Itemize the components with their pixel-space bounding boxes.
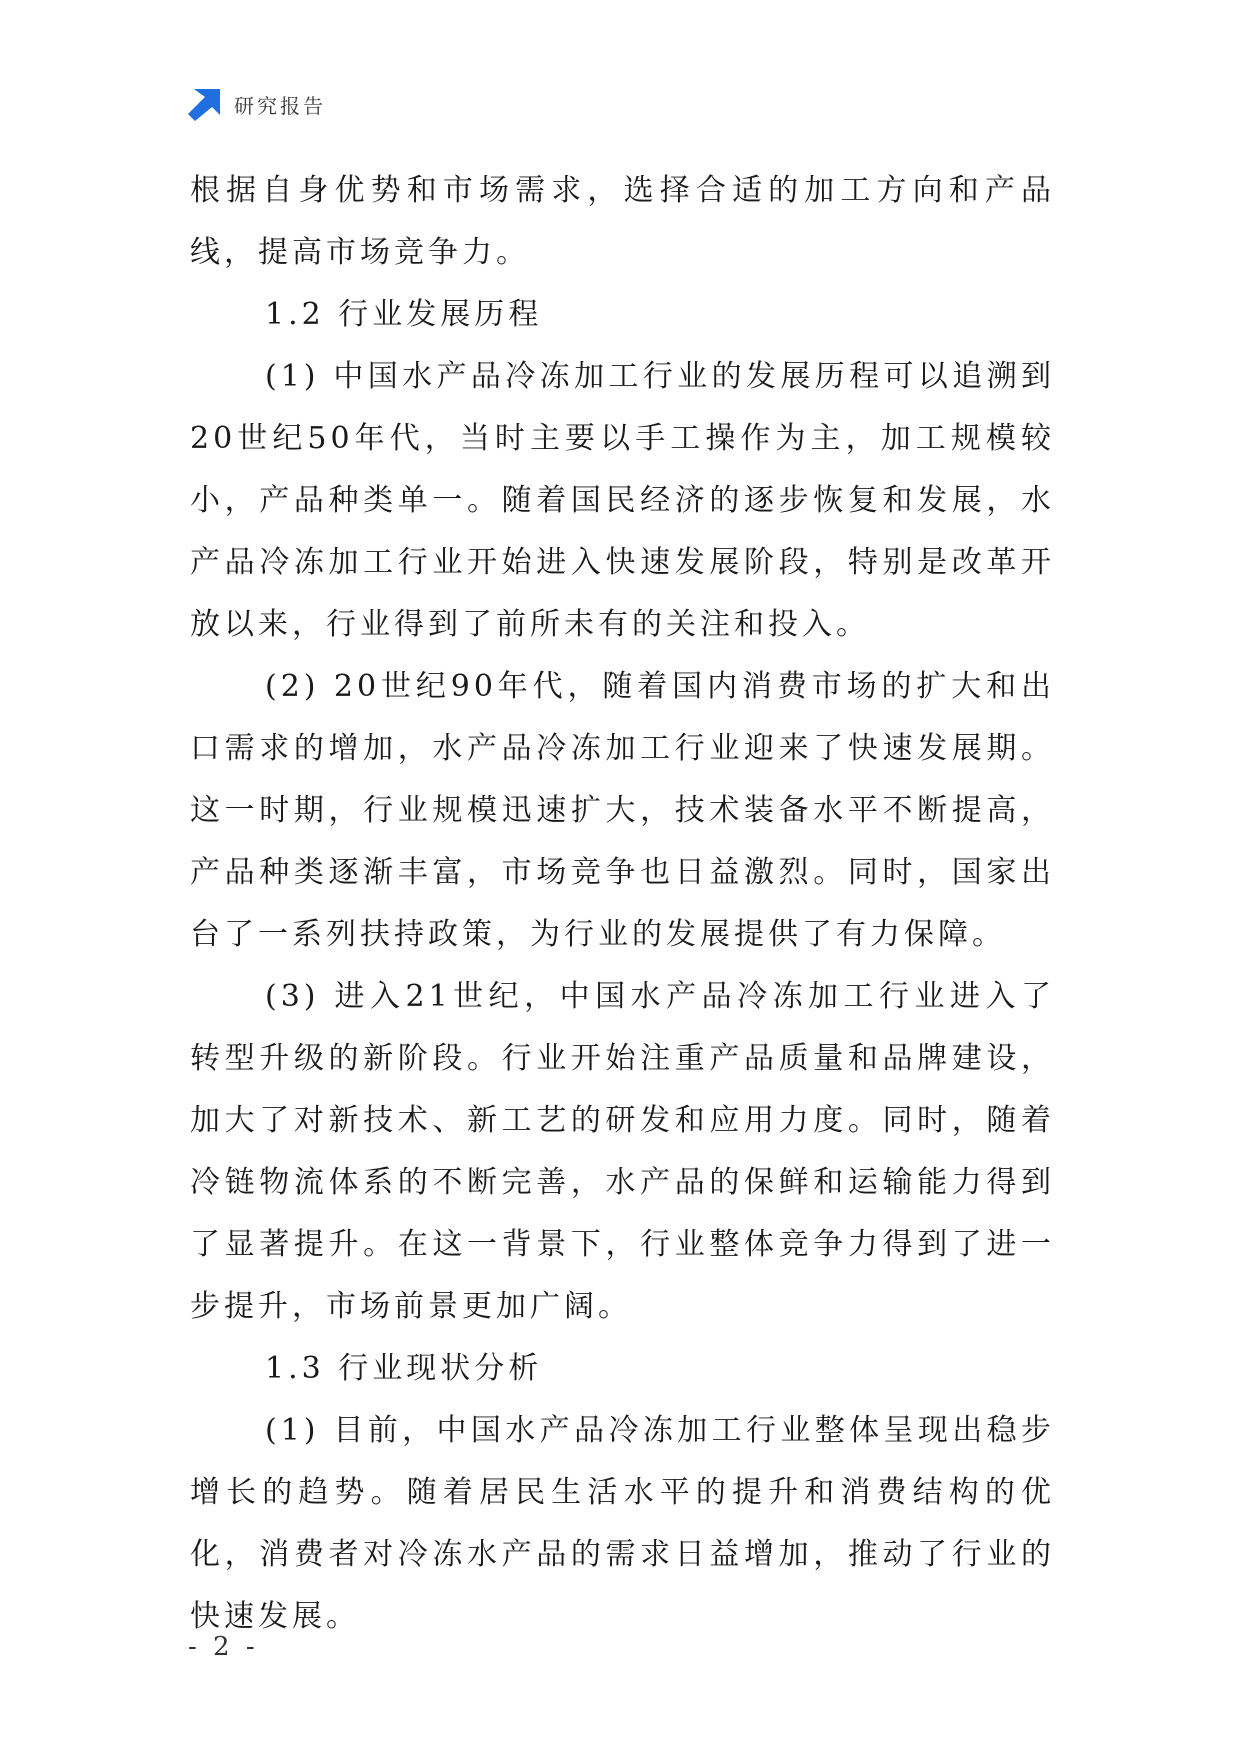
header-title: 研究报告 <box>234 93 326 118</box>
paragraph: (2) 20世纪90年代，随着国内消费市场的扩大和出口需求的增加，水产品冷冻加工行业迎来了快速发展期。这一时期，行业规模迅速扩大，技术装备水平不断提高，产品种类逐渐丰富，市场竞争也日益激烈。同时，国家出台了一系列扶持政策，为行业的发展提供了有力保障。 <box>190 669 1055 952</box>
paragraph: 根据自身优势和市场需求，选择合适的加工方向和产品线，提高市场竞争力。 <box>190 173 1055 270</box>
paragraph: (3) 进入21世纪，中国水产品冷冻加工行业进入了转型升级的新阶段。行业开始注重产品质量和品牌建设，加大了对新技术、新工艺的研发和应用力度。同时，随着冷链物流体系的不断完善，水产品的保鲜和运输能力得到了显著提升。在这一背景下，行业整体竞争力得到了进一步提升，市场前景更加广阔。 <box>190 979 1055 1324</box>
document-body <box>190 160 1055 1648</box>
section-heading: 1.3 行业现状分析 <box>265 1351 543 1386</box>
paragraph: (1) 中国水产品冷冻加工行业的发展历程可以追溯到20世纪50年代，当时主要以手工操作为主，加工规模较小，产品种类单一。随着国民经济的逐步恢复和发展，水产品冷冻加工行业开始进入快速发展阶段，特别是改革开放以来，行业得到了前所未有的关注和投入。 <box>190 359 1055 642</box>
arrow-up-right-icon <box>188 87 222 121</box>
report-header <box>188 86 326 122</box>
page-number: - 2 - <box>188 1632 259 1662</box>
section-heading: 1.2 行业发展历程 <box>265 297 543 332</box>
paragraph: (1) 目前，中国水产品冷冻加工行业整体呈现出稳步增长的趋势。随着居民生活水平的提升和消费结构的优化，消费者对冷冻水产品的需求日益增加，推动了行业的快速发展。 <box>190 1413 1055 1634</box>
